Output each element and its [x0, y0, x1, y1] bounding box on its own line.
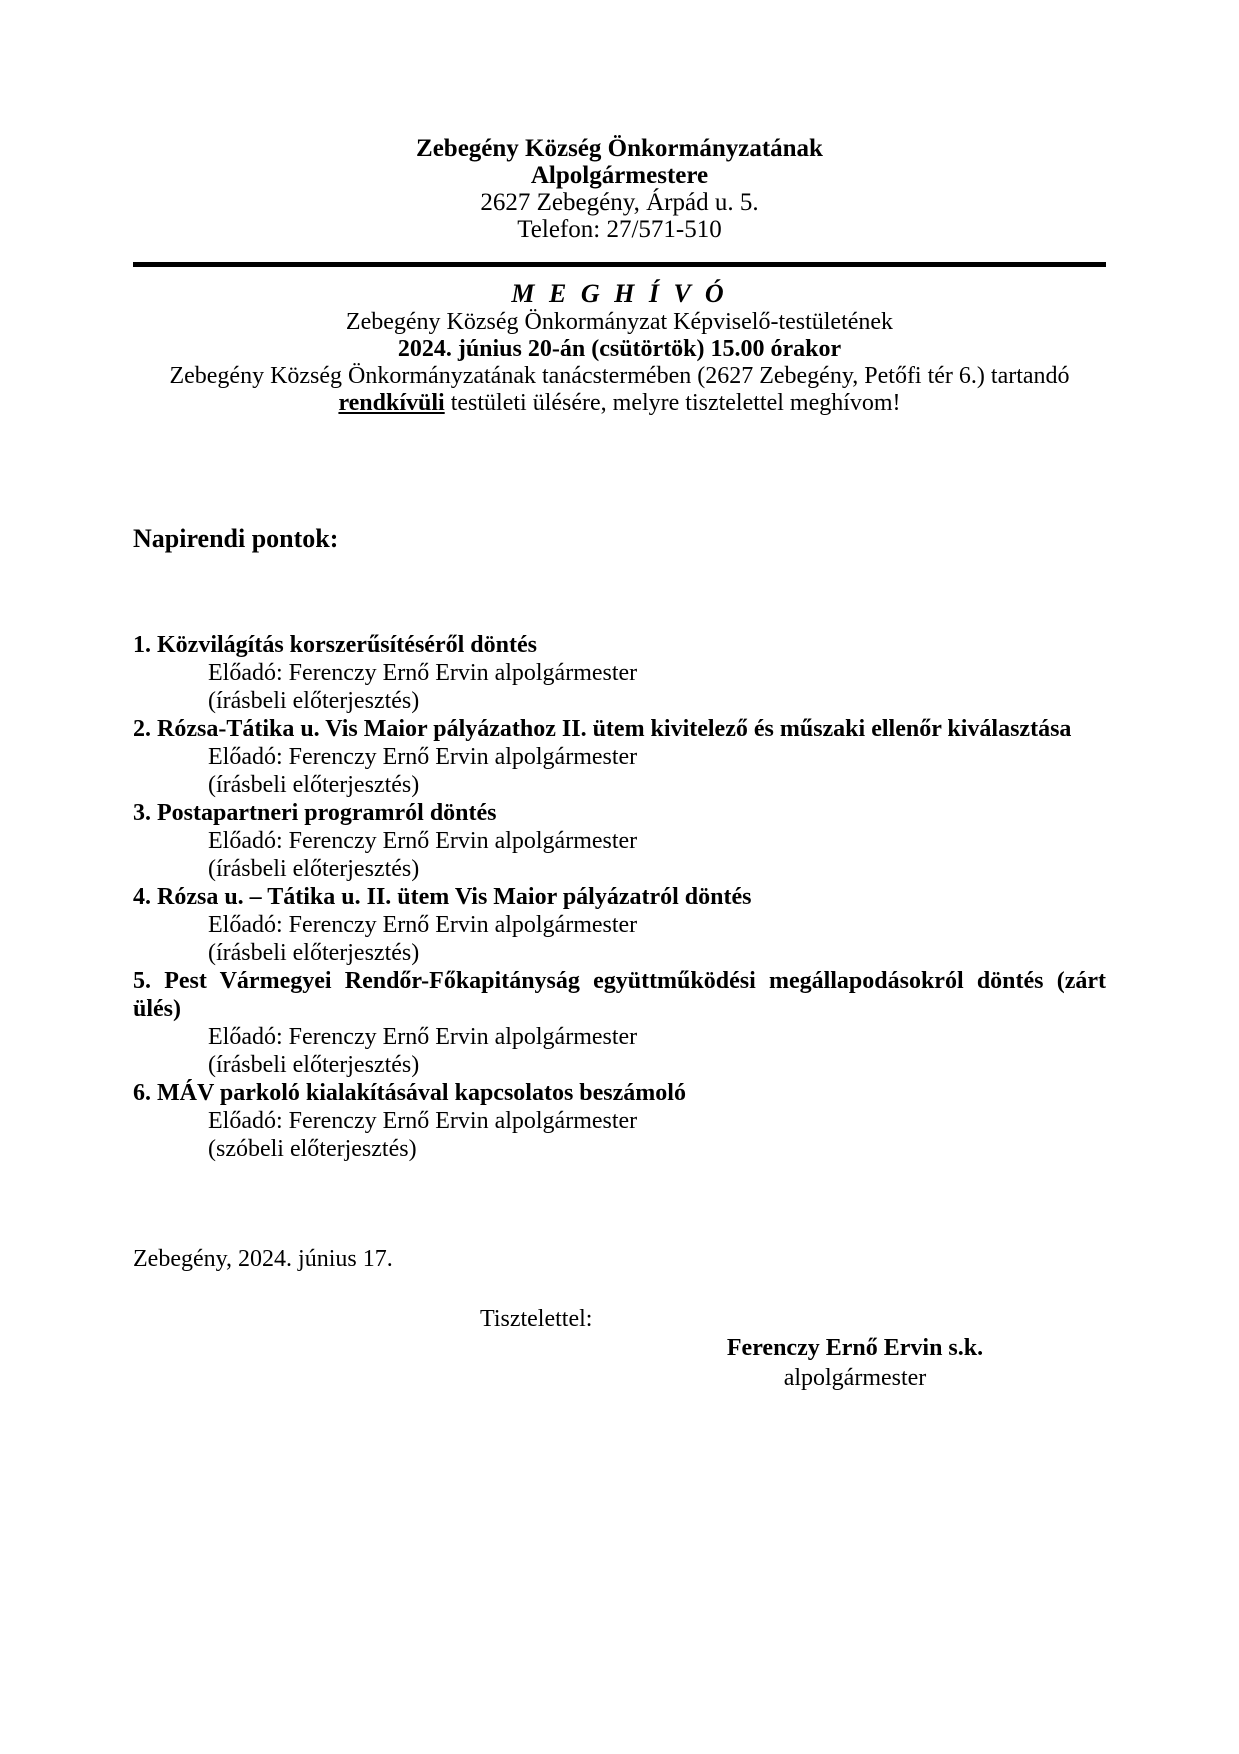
letterhead-phone: Telefon: 27/571-510: [517, 216, 722, 243]
agenda-list: [133, 631, 1106, 1163]
letterhead-address: 2627 Zebegény, Árpád u. 5.: [480, 189, 759, 216]
invitation-location: Zebegény Község Önkormányzatának tanácstermében (2627 Zebegény, Petőfi tér 6.) tartandó: [169, 363, 1070, 389]
letterhead: [133, 135, 1106, 243]
invitation-closing-rest: testületi ülésére, melyre tisztelettel meghívom!: [444, 390, 901, 416]
invitation-closing-line: [133, 390, 1106, 417]
agenda-item-2: [133, 715, 1106, 799]
agenda-item-4: [133, 883, 1106, 967]
agenda-heading: Napirendi pontok:: [133, 524, 339, 553]
signature-name: Ferenczy Ernő Ervin s.k.: [726, 1335, 984, 1361]
agenda-item-note: (írásbeli előterjesztés): [208, 940, 420, 966]
agenda-item-presenter: Előadó: Ferenczy Ernő Ervin alpolgármester: [208, 660, 638, 686]
agenda-item-note: (írásbeli előterjesztés): [208, 856, 420, 882]
agenda-item-1: [133, 631, 1106, 715]
invitation-block: [133, 278, 1106, 417]
letterhead-role: Alpolgármestere: [530, 162, 709, 189]
letterhead-organization: Zebegény Község Önkormányzatának: [416, 135, 823, 162]
agenda-item-note: (írásbeli előterjesztés): [208, 688, 420, 714]
agenda-item-3: [133, 799, 1106, 883]
invitation-datetime: 2024. június 20-án (csütörtök) 15.00 órakor: [397, 336, 842, 362]
agenda-item-title: 5. Pest Vármegyei Rendőr-Főkapitányság együttműködési megállapodásokról döntés (zárt ülés): [133, 968, 1106, 1022]
agenda-item-presenter: Előadó: Ferenczy Ernő Ervin alpolgármester: [208, 1108, 638, 1134]
agenda-item-presenter: Előadó: Ferenczy Ernő Ervin alpolgármester: [208, 1024, 638, 1050]
agenda-item-presenter: Előadó: Ferenczy Ernő Ervin alpolgármester: [208, 828, 638, 854]
agenda-item-title: 4. Rózsa u. – Tátika u. II. ütem Vis Maior pályázatról döntés: [133, 884, 752, 910]
invitation-body-line: Zebegény Község Önkormányzat Képviselő-testületének: [345, 309, 894, 335]
agenda-item-note: (írásbeli előterjesztés): [208, 1052, 420, 1078]
signature-role: alpolgármester: [783, 1365, 927, 1391]
agenda-item-5: [133, 967, 1106, 1079]
agenda-item-title: 3. Postapartneri programról döntés: [133, 800, 497, 826]
agenda-item-note: (szóbeli előterjesztés): [208, 1136, 417, 1162]
header-divider-rule: [133, 262, 1106, 267]
agenda-item-title: 6. MÁV parkoló kialakításával kapcsolatos beszámoló: [133, 1080, 686, 1106]
agenda-item-title: 1. Közvilágítás korszerűsítéséről döntés: [133, 632, 537, 658]
document-dateline: Zebegény, 2024. június 17.: [133, 1246, 393, 1272]
invitation-title: M E G H Í V Ó: [511, 279, 728, 308]
agenda-item-presenter: Előadó: Ferenczy Ernő Ervin alpolgármester: [208, 912, 638, 938]
salutation: Tisztelettel:: [480, 1306, 593, 1332]
agenda-item-title: 2. Rózsa-Tátika u. Vis Maior pályázathoz II. ütem kivitelező és műszaki ellenőr kiválasztása: [133, 716, 1072, 742]
agenda-item-presenter: Előadó: Ferenczy Ernő Ervin alpolgármester: [208, 744, 638, 770]
invitation-emphasized-word: rendkívüli: [338, 390, 445, 416]
agenda-item-6: [133, 1079, 1106, 1163]
signature-block: [695, 1333, 1015, 1393]
agenda-item-note: (írásbeli előterjesztés): [208, 772, 420, 798]
